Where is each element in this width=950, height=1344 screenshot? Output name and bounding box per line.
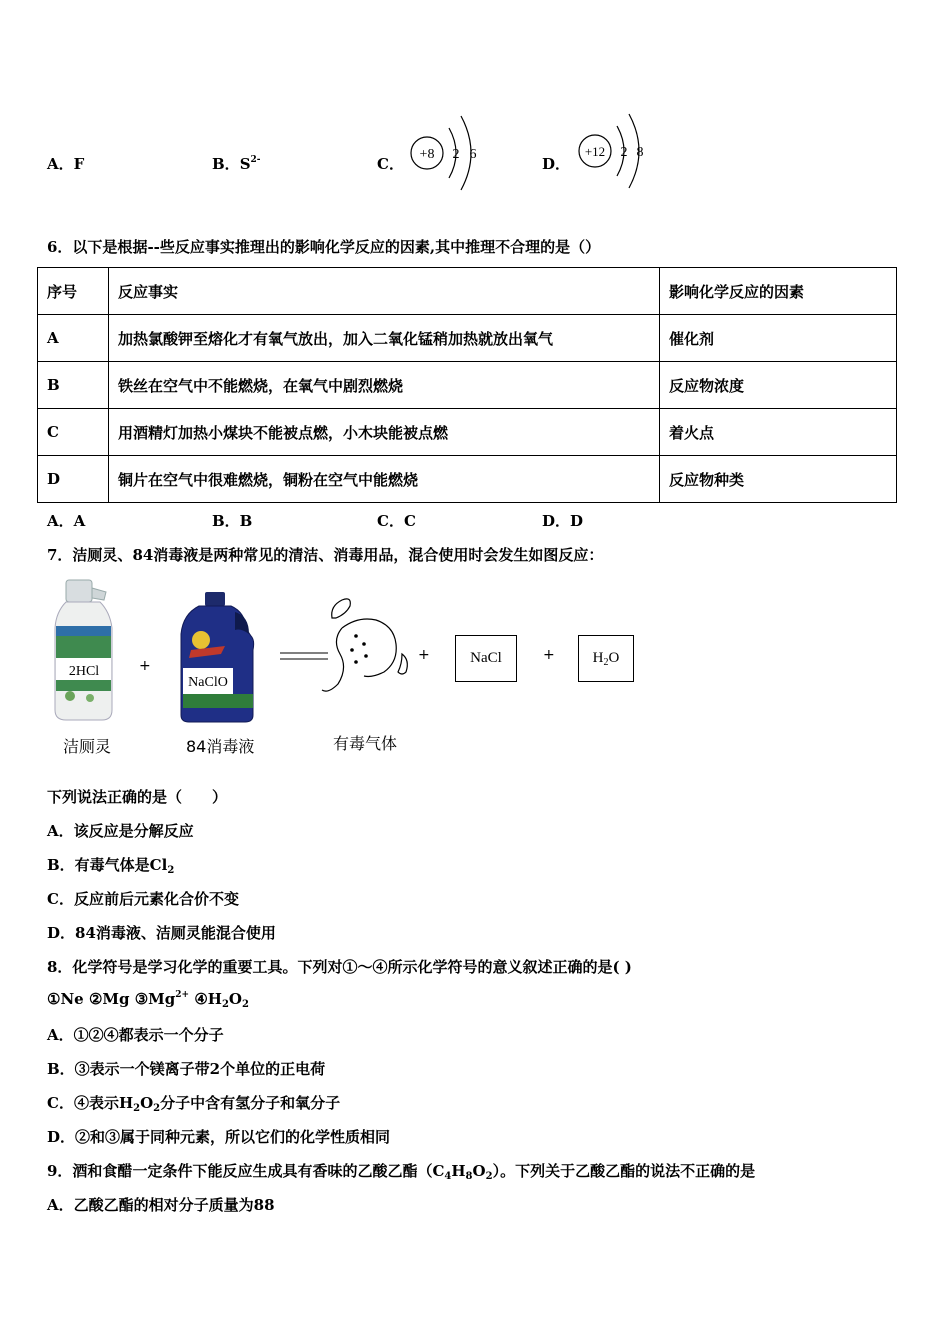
q6-option-b[interactable]: B．B xyxy=(212,512,253,530)
product-nacl: NaCl xyxy=(470,650,502,666)
atom-diagram-magnesium xyxy=(575,106,665,191)
q5-option-a[interactable]: A．F xyxy=(47,155,85,173)
header-fact: 反应事实 xyxy=(109,268,660,315)
q7-option-d[interactable]: D．84消毒液、洁厕灵能混合使用 xyxy=(47,924,276,942)
header-index: 序号 xyxy=(38,268,109,315)
row-index: C xyxy=(38,409,109,456)
row-factor: 反应物浓度 xyxy=(660,362,897,409)
row-index: B xyxy=(38,362,109,409)
bottle1-formula: 2HCl xyxy=(68,664,100,679)
q5-option-b[interactable]: B．$S^{2-}$ xyxy=(212,155,261,173)
gas-caption: 有毒气体 xyxy=(333,734,398,753)
row-index: A xyxy=(38,315,109,362)
row-fact: 铁丝在空气中不能燃烧，在氧气中剧烈燃烧 xyxy=(109,362,660,409)
bottle1-caption: 洁厕灵 xyxy=(63,737,112,756)
row-index: D xyxy=(38,456,109,503)
shell-1-electrons: 2 xyxy=(620,145,628,160)
q8-option-a[interactable]: A．①②④都表示一个分子 xyxy=(47,1026,224,1044)
nucleus-charge: +8 xyxy=(419,147,435,162)
q7-stem: 7．洁厕灵、84消毒液是两种常见的清洁、消毒用品，混合使用时会发生如图反应： xyxy=(47,546,604,564)
q7-question: 下列说法正确的是（ ） xyxy=(47,788,228,806)
shell-1-electrons: 2 xyxy=(452,147,460,162)
q9-option-a[interactable]: A．乙酸乙酯的相对分子质量为88 xyxy=(47,1196,275,1214)
row-factor: 催化剂 xyxy=(660,315,897,362)
q8-option-c[interactable]: C．④表示$H_2O_2$分子中含有氢分子和氧分子 xyxy=(47,1094,341,1114)
toilet-cleaner-bottle-image xyxy=(50,578,116,723)
row-fact: 用酒精灯加热小煤块不能被点燃，小木块能被点燃 xyxy=(109,409,660,456)
q6-option-c[interactable]: C．C xyxy=(377,512,416,530)
table-row xyxy=(38,409,897,456)
q6-stem: 6．以下是根据--些反应事实推理出的影响化学反应的因素,其中推理不合理的是（） xyxy=(47,238,601,256)
bottle2-formula: NaClO xyxy=(188,675,228,690)
q7-option-b[interactable]: B．有毒气体是$Cl_2$ xyxy=(47,856,175,876)
table-row xyxy=(38,456,897,503)
row-fact: 铜片在空气中很难燃烧，铜粉在空气中能燃烧 xyxy=(109,456,660,503)
atom-diagram-oxygen xyxy=(405,108,495,193)
q6-table xyxy=(37,267,897,503)
q6-option-d[interactable]: D．D xyxy=(542,512,584,530)
nucleus-charge: +12 xyxy=(584,144,606,159)
row-factor: 着火点 xyxy=(660,409,897,456)
symbol-1: ①Ne xyxy=(47,990,84,1008)
q6-option-a[interactable]: A．A xyxy=(47,512,86,530)
table-row xyxy=(38,362,897,409)
plus-sign-1: + xyxy=(139,658,151,674)
disinfectant-bottle-image xyxy=(175,590,260,725)
symbol-3: $③Mg^{2+}$ xyxy=(134,990,190,1008)
q9-stem: 9．酒和食醋一定条件下能反应生成具有香味的乙酸乙酯$(C_4H_8O_2)$。下列关于乙酸乙酯的说法不正确的是 xyxy=(47,1162,756,1182)
q8-symbols xyxy=(47,990,249,1010)
table-row xyxy=(38,315,897,362)
product-water-box xyxy=(578,635,634,682)
q7-option-c[interactable]: C．反应前后元素化合价不变 xyxy=(47,890,239,908)
q8-option-d[interactable]: D．②和③属于同种元素，所以它们的化学性质相同 xyxy=(47,1128,391,1146)
bottle2-caption: 84消毒液 xyxy=(186,737,255,756)
shell-2-electrons: 6 xyxy=(469,147,477,162)
symbol-4: $④H_2O_2$ xyxy=(194,990,249,1010)
header-factor: 影响化学反应的因素 xyxy=(660,268,897,315)
q8-option-b[interactable]: B．③表示一个镁离子带2个单位的正电荷 xyxy=(47,1060,326,1078)
plus-sign-3: + xyxy=(543,647,555,663)
q5-option-d[interactable]: D． xyxy=(542,155,571,173)
q7-option-a[interactable]: A．该反应是分解反应 xyxy=(47,822,194,840)
symbol-2: ②Mg xyxy=(88,990,130,1008)
table-header-row xyxy=(38,268,897,315)
row-fact: 加热氯酸钾至熔化才有氧气放出，加入二氧化锰稍加热就放出氧气 xyxy=(109,315,660,362)
product-nacl-box xyxy=(455,635,517,682)
plus-sign-2: + xyxy=(418,647,430,663)
toxic-gas-drawing xyxy=(318,592,413,697)
q5-option-c[interactable]: C． xyxy=(377,155,404,173)
row-factor: 反应物种类 xyxy=(660,456,897,503)
q8-stem: 8．化学符号是学习化学的重要工具。下列对①～④所示化学符号的意义叙述正确的是( ) xyxy=(47,958,632,976)
product-water: $H_2O$ xyxy=(592,649,620,668)
shell-2-electrons: 8 xyxy=(636,145,644,160)
